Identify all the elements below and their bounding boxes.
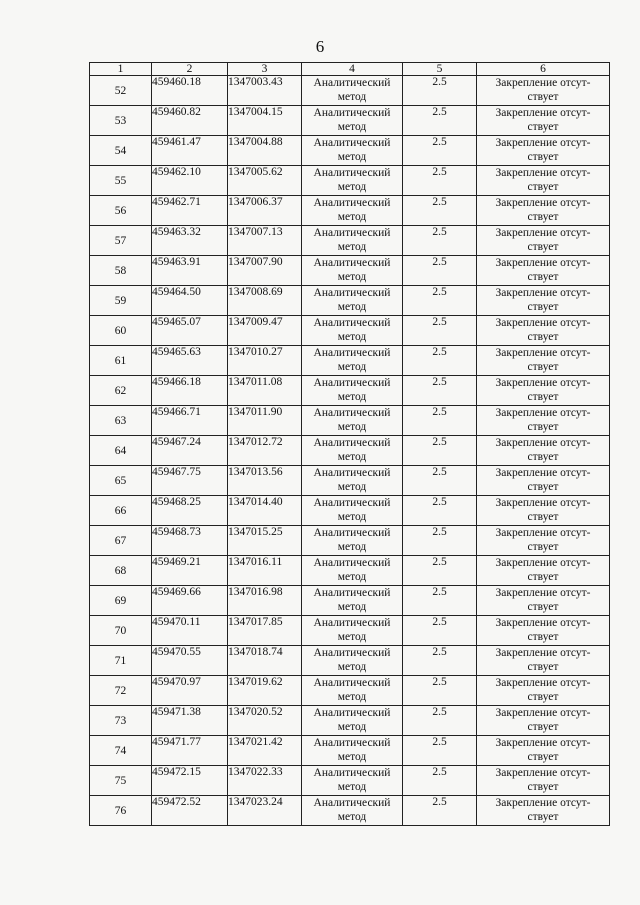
y-coordinate-cell: 1347003.43	[228, 76, 302, 106]
method-line-2: метод	[337, 151, 367, 163]
point-number-cell: 52	[90, 76, 152, 106]
point-number-cell: 73	[90, 706, 152, 736]
method-cell	[302, 616, 403, 646]
method-cell	[302, 136, 403, 166]
x-coordinate-cell: 459472.15	[152, 766, 228, 796]
fixing-cell	[477, 346, 610, 376]
fixing-cell	[477, 736, 610, 766]
accuracy-cell: 2.5	[403, 526, 477, 556]
method-line-2: метод	[337, 661, 367, 673]
point-number-cell: 53	[90, 106, 152, 136]
fixing-line-1: Закрепление отсут-	[495, 737, 591, 749]
fixing-line-2: ствует	[527, 151, 559, 163]
table-row	[90, 196, 610, 226]
header-cell-6: 6	[477, 63, 610, 76]
y-coordinate-cell: 1347019.62	[228, 676, 302, 706]
fixing-line-1: Закрепление отсут-	[495, 167, 591, 179]
y-coordinate-cell: 1347020.52	[228, 706, 302, 736]
fixing-line-2: ствует	[527, 811, 559, 823]
method-line-2: метод	[337, 301, 367, 313]
point-number-cell: 76	[90, 796, 152, 826]
method-cell	[302, 76, 403, 106]
fixing-cell	[477, 376, 610, 406]
accuracy-cell: 2.5	[403, 436, 477, 466]
table-row	[90, 226, 610, 256]
y-coordinate-cell: 1347004.15	[228, 106, 302, 136]
x-coordinate-cell: 459468.73	[152, 526, 228, 556]
y-coordinate-cell: 1347011.90	[228, 406, 302, 436]
fixing-line-2: ствует	[527, 661, 559, 673]
method-line-2: метод	[337, 811, 367, 823]
method-line-1: Аналитический	[313, 227, 391, 239]
method-line-2: метод	[337, 391, 367, 403]
fixing-cell	[477, 796, 610, 826]
method-line-1: Аналитический	[313, 347, 391, 359]
accuracy-cell: 2.5	[403, 136, 477, 166]
x-coordinate-cell: 459471.38	[152, 706, 228, 736]
fixing-line-2: ствует	[527, 361, 559, 373]
x-coordinate-cell: 459469.66	[152, 586, 228, 616]
method-line-1: Аналитический	[313, 617, 391, 629]
header-cell-5: 5	[403, 63, 477, 76]
accuracy-cell: 2.5	[403, 76, 477, 106]
fixing-line-1: Закрепление отсут-	[495, 527, 591, 539]
method-line-1: Аналитический	[313, 107, 391, 119]
table-row	[90, 286, 610, 316]
method-line-2: метод	[337, 451, 367, 463]
fixing-line-2: ствует	[527, 301, 559, 313]
fixing-line-2: ствует	[527, 271, 559, 283]
method-line-2: метод	[337, 421, 367, 433]
accuracy-cell: 2.5	[403, 496, 477, 526]
method-line-1: Аналитический	[313, 287, 391, 299]
method-cell	[302, 586, 403, 616]
y-coordinate-cell: 1347013.56	[228, 466, 302, 496]
method-line-1: Аналитический	[313, 257, 391, 269]
method-cell	[302, 196, 403, 226]
x-coordinate-cell: 459463.32	[152, 226, 228, 256]
method-line-1: Аналитический	[313, 647, 391, 659]
method-cell	[302, 526, 403, 556]
accuracy-cell: 2.5	[403, 316, 477, 346]
fixing-line-1: Закрепление отсут-	[495, 287, 591, 299]
fixing-cell	[477, 436, 610, 466]
table-row	[90, 106, 610, 136]
accuracy-cell: 2.5	[403, 256, 477, 286]
table-row	[90, 406, 610, 436]
method-cell	[302, 736, 403, 766]
y-coordinate-cell: 1347012.72	[228, 436, 302, 466]
header-cell-1: 1	[90, 63, 152, 76]
header-cell-3: 3	[228, 63, 302, 76]
y-coordinate-cell: 1347007.13	[228, 226, 302, 256]
point-number-cell: 58	[90, 256, 152, 286]
accuracy-cell: 2.5	[403, 766, 477, 796]
header-cell-4: 4	[302, 63, 403, 76]
table-row	[90, 766, 610, 796]
method-line-2: метод	[337, 781, 367, 793]
method-cell	[302, 436, 403, 466]
y-coordinate-cell: 1347010.27	[228, 346, 302, 376]
x-coordinate-cell: 459460.18	[152, 76, 228, 106]
x-coordinate-cell: 459462.71	[152, 196, 228, 226]
table-header	[90, 63, 610, 76]
x-coordinate-cell: 459471.77	[152, 736, 228, 766]
y-coordinate-cell: 1347023.24	[228, 796, 302, 826]
x-coordinate-cell: 459470.55	[152, 646, 228, 676]
table-row	[90, 346, 610, 376]
x-coordinate-cell: 459464.50	[152, 286, 228, 316]
fixing-cell	[477, 466, 610, 496]
fixing-line-2: ствует	[527, 571, 559, 583]
y-coordinate-cell: 1347007.90	[228, 256, 302, 286]
method-line-2: метод	[337, 691, 367, 703]
method-cell	[302, 286, 403, 316]
table-row	[90, 316, 610, 346]
table-row	[90, 616, 610, 646]
x-coordinate-cell: 459465.07	[152, 316, 228, 346]
fixing-line-1: Закрепление отсут-	[495, 467, 591, 479]
fixing-cell	[477, 526, 610, 556]
fixing-line-2: ствует	[527, 601, 559, 613]
fixing-line-1: Закрепление отсут-	[495, 257, 591, 269]
method-cell	[302, 796, 403, 826]
fixing-line-2: ствует	[527, 691, 559, 703]
point-number-cell: 72	[90, 676, 152, 706]
y-coordinate-cell: 1347016.11	[228, 556, 302, 586]
y-coordinate-cell: 1347017.85	[228, 616, 302, 646]
method-line-2: метод	[337, 181, 367, 193]
method-line-2: метод	[337, 511, 367, 523]
method-cell	[302, 646, 403, 676]
fixing-cell	[477, 256, 610, 286]
fixing-cell	[477, 316, 610, 346]
fixing-line-2: ствует	[527, 181, 559, 193]
method-line-1: Аналитический	[313, 587, 391, 599]
fixing-cell	[477, 226, 610, 256]
accuracy-cell: 2.5	[403, 106, 477, 136]
fixing-cell	[477, 556, 610, 586]
method-line-1: Аналитический	[313, 707, 391, 719]
fixing-line-1: Закрепление отсут-	[495, 497, 591, 509]
fixing-line-2: ствует	[527, 211, 559, 223]
table-row	[90, 466, 610, 496]
table-row	[90, 256, 610, 286]
method-line-1: Аналитический	[313, 197, 391, 209]
fixing-line-1: Закрепление отсут-	[495, 197, 591, 209]
method-line-2: метод	[337, 541, 367, 553]
method-line-1: Аналитический	[313, 557, 391, 569]
table-row	[90, 436, 610, 466]
point-number-cell: 65	[90, 466, 152, 496]
method-line-2: метод	[337, 331, 367, 343]
table-row	[90, 796, 610, 826]
header-cell-2: 2	[152, 63, 228, 76]
point-number-cell: 59	[90, 286, 152, 316]
method-cell	[302, 346, 403, 376]
y-coordinate-cell: 1347015.25	[228, 526, 302, 556]
fixing-cell	[477, 616, 610, 646]
fixing-line-2: ствует	[527, 91, 559, 103]
point-number-cell: 70	[90, 616, 152, 646]
point-number-cell: 75	[90, 766, 152, 796]
x-coordinate-cell: 459469.21	[152, 556, 228, 586]
fixing-cell	[477, 496, 610, 526]
x-coordinate-cell: 459467.24	[152, 436, 228, 466]
method-line-2: метод	[337, 571, 367, 583]
fixing-line-2: ствует	[527, 121, 559, 133]
accuracy-cell: 2.5	[403, 466, 477, 496]
method-line-1: Аналитический	[313, 437, 391, 449]
table-row	[90, 706, 610, 736]
point-number-cell: 71	[90, 646, 152, 676]
method-cell	[302, 316, 403, 346]
x-coordinate-cell: 459466.18	[152, 376, 228, 406]
accuracy-cell: 2.5	[403, 376, 477, 406]
fixing-line-2: ствует	[527, 421, 559, 433]
method-line-1: Аналитический	[313, 767, 391, 779]
accuracy-cell: 2.5	[403, 166, 477, 196]
fixing-line-1: Закрепление отсут-	[495, 407, 591, 419]
accuracy-cell: 2.5	[403, 346, 477, 376]
method-line-1: Аналитический	[313, 797, 391, 809]
point-number-cell: 54	[90, 136, 152, 166]
fixing-line-2: ствует	[527, 391, 559, 403]
fixing-line-1: Закрепление отсут-	[495, 317, 591, 329]
fixing-line-1: Закрепление отсут-	[495, 587, 591, 599]
x-coordinate-cell: 459466.71	[152, 406, 228, 436]
method-cell	[302, 496, 403, 526]
method-line-1: Аналитический	[313, 77, 391, 89]
fixing-line-1: Закрепление отсут-	[495, 707, 591, 719]
method-line-1: Аналитический	[313, 677, 391, 689]
method-line-2: метод	[337, 631, 367, 643]
point-number-cell: 63	[90, 406, 152, 436]
method-line-2: метод	[337, 211, 367, 223]
table-row	[90, 76, 610, 106]
y-coordinate-cell: 1347022.33	[228, 766, 302, 796]
method-line-2: метод	[337, 481, 367, 493]
accuracy-cell: 2.5	[403, 646, 477, 676]
accuracy-cell: 2.5	[403, 226, 477, 256]
method-cell	[302, 256, 403, 286]
method-line-2: метод	[337, 601, 367, 613]
accuracy-cell: 2.5	[403, 796, 477, 826]
table-row	[90, 586, 610, 616]
fixing-line-2: ствует	[527, 751, 559, 763]
x-coordinate-cell: 459461.47	[152, 136, 228, 166]
fixing-line-1: Закрепление отсут-	[495, 107, 591, 119]
fixing-line-1: Закрепление отсут-	[495, 617, 591, 629]
x-coordinate-cell: 459465.63	[152, 346, 228, 376]
fixing-line-1: Закрепление отсут-	[495, 227, 591, 239]
fixing-line-1: Закрепление отсут-	[495, 557, 591, 569]
method-cell	[302, 676, 403, 706]
x-coordinate-cell: 459470.97	[152, 676, 228, 706]
table-row	[90, 556, 610, 586]
accuracy-cell: 2.5	[403, 556, 477, 586]
y-coordinate-cell: 1347008.69	[228, 286, 302, 316]
method-line-2: метод	[337, 91, 367, 103]
accuracy-cell: 2.5	[403, 286, 477, 316]
x-coordinate-cell: 459467.75	[152, 466, 228, 496]
y-coordinate-cell: 1347016.98	[228, 586, 302, 616]
table-row	[90, 376, 610, 406]
method-cell	[302, 466, 403, 496]
point-number-cell: 67	[90, 526, 152, 556]
x-coordinate-cell: 459460.82	[152, 106, 228, 136]
method-line-1: Аналитический	[313, 467, 391, 479]
point-number-cell: 57	[90, 226, 152, 256]
method-cell	[302, 106, 403, 136]
accuracy-cell: 2.5	[403, 616, 477, 646]
accuracy-cell: 2.5	[403, 406, 477, 436]
y-coordinate-cell: 1347018.74	[228, 646, 302, 676]
table-row	[90, 526, 610, 556]
fixing-cell	[477, 76, 610, 106]
y-coordinate-cell: 1347009.47	[228, 316, 302, 346]
point-number-cell: 68	[90, 556, 152, 586]
y-coordinate-cell: 1347011.08	[228, 376, 302, 406]
fixing-cell	[477, 646, 610, 676]
fixing-line-1: Закрепление отсут-	[495, 677, 591, 689]
fixing-cell	[477, 286, 610, 316]
y-coordinate-cell: 1347014.40	[228, 496, 302, 526]
fixing-cell	[477, 136, 610, 166]
coordinates-table	[89, 62, 610, 826]
fixing-cell	[477, 166, 610, 196]
y-coordinate-cell: 1347005.62	[228, 166, 302, 196]
point-number-cell: 61	[90, 346, 152, 376]
method-cell	[302, 226, 403, 256]
accuracy-cell: 2.5	[403, 706, 477, 736]
table-row	[90, 136, 610, 166]
method-line-2: метод	[337, 361, 367, 373]
method-line-1: Аналитический	[313, 737, 391, 749]
table-row	[90, 676, 610, 706]
method-cell	[302, 406, 403, 436]
fixing-line-1: Закрепление отсут-	[495, 797, 591, 809]
table-row	[90, 736, 610, 766]
method-cell	[302, 166, 403, 196]
method-line-2: метод	[337, 121, 367, 133]
fixing-line-1: Закрепление отсут-	[495, 767, 591, 779]
x-coordinate-cell: 459472.52	[152, 796, 228, 826]
fixing-cell	[477, 766, 610, 796]
accuracy-cell: 2.5	[403, 736, 477, 766]
fixing-line-1: Закрепление отсут-	[495, 647, 591, 659]
method-line-1: Аналитический	[313, 317, 391, 329]
method-line-1: Аналитический	[313, 377, 391, 389]
y-coordinate-cell: 1347004.88	[228, 136, 302, 166]
x-coordinate-cell: 459470.11	[152, 616, 228, 646]
method-line-2: метод	[337, 721, 367, 733]
page-number: 6	[315, 37, 325, 56]
fixing-cell	[477, 586, 610, 616]
fixing-cell	[477, 196, 610, 226]
method-line-2: метод	[337, 241, 367, 253]
fixing-line-2: ствует	[527, 331, 559, 343]
table-row	[90, 496, 610, 526]
fixing-cell	[477, 676, 610, 706]
x-coordinate-cell: 459468.25	[152, 496, 228, 526]
point-number-cell: 56	[90, 196, 152, 226]
fixing-line-2: ствует	[527, 781, 559, 793]
method-cell	[302, 706, 403, 736]
method-line-1: Аналитический	[313, 167, 391, 179]
table-body	[90, 76, 610, 826]
fixing-line-1: Закрепление отсут-	[495, 137, 591, 149]
point-number-cell: 74	[90, 736, 152, 766]
fixing-line-2: ствует	[527, 721, 559, 733]
method-line-1: Аналитический	[313, 407, 391, 419]
fixing-line-1: Закрепление отсут-	[495, 77, 591, 89]
y-coordinate-cell: 1347006.37	[228, 196, 302, 226]
fixing-line-1: Закрепление отсут-	[495, 347, 591, 359]
table-row	[90, 646, 610, 676]
method-line-2: метод	[337, 271, 367, 283]
method-cell	[302, 766, 403, 796]
method-line-1: Аналитический	[313, 497, 391, 509]
accuracy-cell: 2.5	[403, 676, 477, 706]
header-row	[90, 63, 610, 76]
fixing-cell	[477, 406, 610, 436]
fixing-line-2: ствует	[527, 241, 559, 253]
x-coordinate-cell: 459463.91	[152, 256, 228, 286]
point-number-cell: 64	[90, 436, 152, 466]
method-line-1: Аналитический	[313, 527, 391, 539]
y-coordinate-cell: 1347021.42	[228, 736, 302, 766]
accuracy-cell: 2.5	[403, 586, 477, 616]
point-number-cell: 66	[90, 496, 152, 526]
fixing-line-2: ствует	[527, 481, 559, 493]
fixing-line-2: ствует	[527, 451, 559, 463]
x-coordinate-cell: 459462.10	[152, 166, 228, 196]
method-cell	[302, 376, 403, 406]
point-number-cell: 60	[90, 316, 152, 346]
fixing-line-1: Закрепление отсут-	[495, 377, 591, 389]
method-line-2: метод	[337, 751, 367, 763]
point-number-cell: 69	[90, 586, 152, 616]
fixing-line-2: ствует	[527, 511, 559, 523]
table-row	[90, 166, 610, 196]
fixing-line-1: Закрепление отсут-	[495, 437, 591, 449]
fixing-cell	[477, 106, 610, 136]
fixing-line-2: ствует	[527, 541, 559, 553]
point-number-cell: 62	[90, 376, 152, 406]
fixing-line-2: ствует	[527, 631, 559, 643]
accuracy-cell: 2.5	[403, 196, 477, 226]
point-number-cell: 55	[90, 166, 152, 196]
method-cell	[302, 556, 403, 586]
fixing-cell	[477, 706, 610, 736]
method-line-1: Аналитический	[313, 137, 391, 149]
